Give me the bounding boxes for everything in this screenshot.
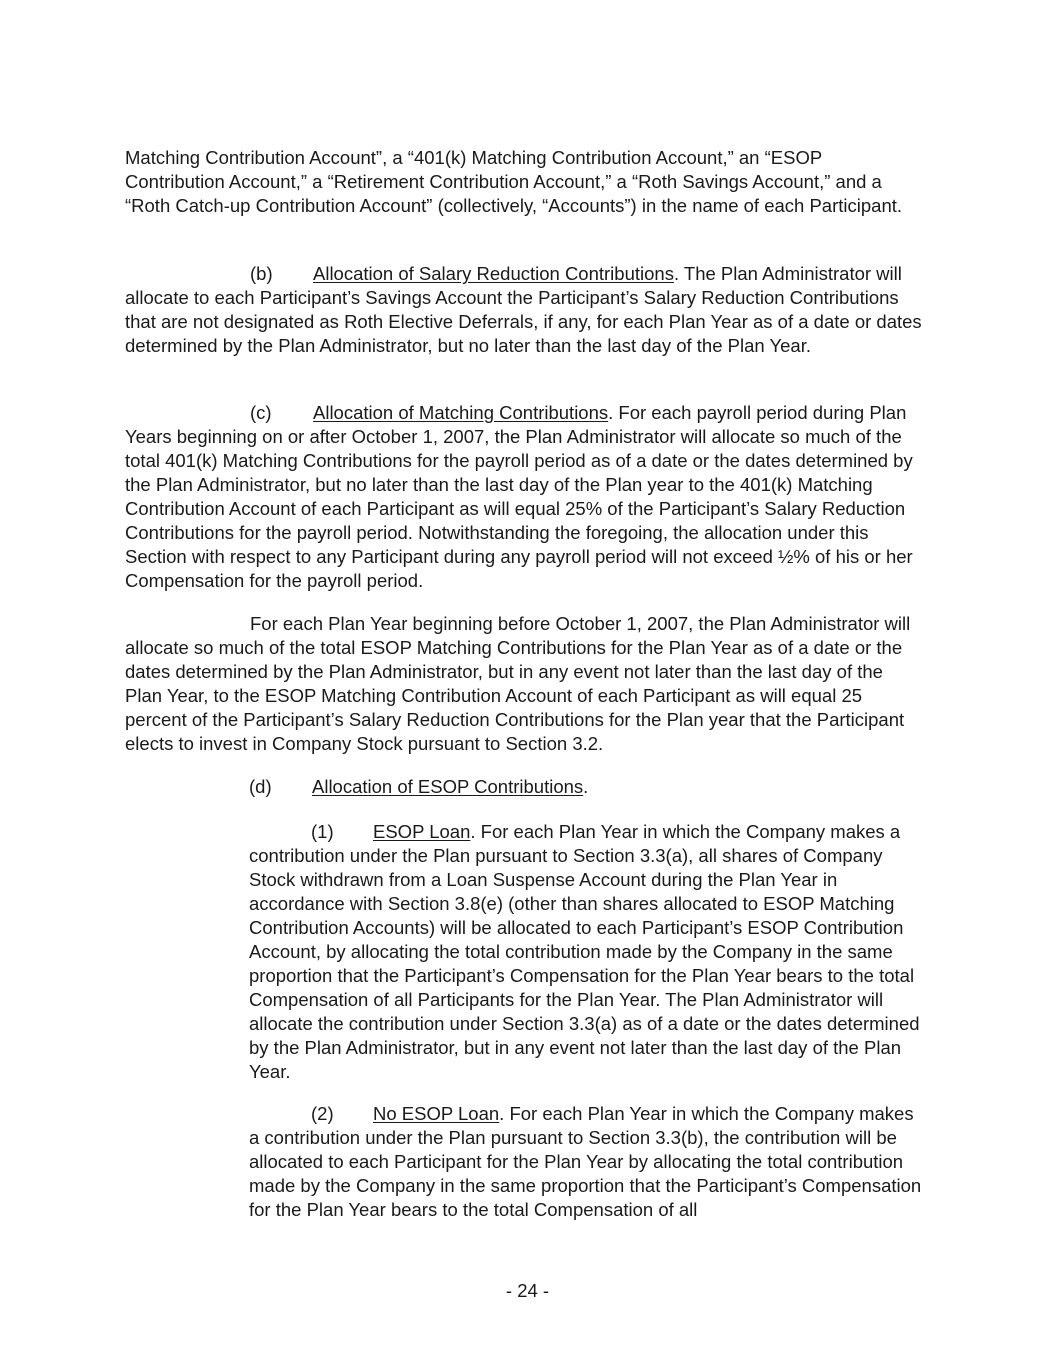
- section-b-body: . The Plan Administrator will allocate to each Participant’s Savings Account the Participant’s Salary Reduction Contributions that are not designated as Roth Elective Deferrals, if any, for each Plan Year as of a date or dates determined by the Plan Administrator, but no later than the last day of the Plan Year.: [125, 263, 922, 356]
- section-d-heading: Allocation of ESOP Contributions: [312, 776, 584, 797]
- subsection-1-label: (1): [311, 821, 334, 842]
- section-c-heading: Allocation of Matching Contributions: [313, 402, 609, 423]
- page-number: - 24 -: [505, 1280, 550, 1301]
- subsection-2-heading: No ESOP Loan: [373, 1103, 500, 1124]
- accounts-paragraph: Matching Contribution Account”, a “401(k) Matching Contribution Account,” an “ESOP Contribution Account,” a “Retirement Contribution Account,” a “Roth Savings Account,” and a “Roth Catch-up Contribution Account” (collectively, “Accounts”) in the name of each Participant.: [125, 147, 903, 216]
- subsection-2-body: . For each Plan Year in which the Company makes a contribution under the Plan pursuant to Section 3.3(b), the contribution will be allocated to each Participant for the Plan Year by allocating the total contribution made by the Company in the same proportion that the Participant’s Compensation for the Plan Year bears to the total Compensation of all: [249, 1103, 922, 1220]
- section-d-heading-line: [249, 775, 588, 799]
- section-b-paragraph: [125, 262, 925, 358]
- subsection-2-label: (2): [311, 1103, 334, 1124]
- section-c-body: . For each payroll period during Plan Years beginning on or after October 1, 2007, the Plan Administrator will allocate so much of the total 401(k) Matching Contributions for the payroll period as of a date or the dates determined by the Plan Administrator, but no later than the last day of the Plan year to the 401(k) Matching Contribution Account of each Participant as will equal 25% of the Participant’s Salary Reduction Contributions for the payroll period. Notwithstanding the foregoing, the allocation under this Section with respect to any Participant during any payroll period will not exceed ½% of his or her Compensation for the payroll period.: [125, 402, 913, 591]
- section-d-label: (d): [249, 776, 272, 797]
- section-d-suffix: .: [583, 776, 589, 797]
- subsection-1-paragraph: [249, 820, 925, 1084]
- section-b-label: (b): [250, 263, 273, 284]
- section-c-label: (c): [250, 402, 272, 423]
- subsection-1-heading: ESOP Loan: [373, 821, 471, 842]
- subsection-1-body: . For each Plan Year in which the Company makes a contribution under the Plan pursuant to Section 3.3(a), all shares of Company Stock withdrawn from a Loan Suspense Account during the Plan Year in accordance with Section 3.8(e) (other than shares allocated to ESOP Matching Contribution Accounts) will be allocated to each Participant’s ESOP Contribution Account, by allocating the total contribution made by the Company in the same proportion that the Participant’s Compensation for the Plan Year bears to the total Compensation of all Participants for the Plan Year. The Plan Administrator will allocate the contribution under Section 3.3(a) as of a date or the dates determined by the Plan Administrator, but in any event not later than the last day of the Plan Year.: [249, 821, 920, 1082]
- subsection-2-paragraph: [249, 1102, 925, 1222]
- section-c-paragraph: [125, 401, 925, 593]
- esop-matching-paragraph: For each Plan Year beginning before October 1, 2007, the Plan Administrator will allocate so much of the total ESOP Matching Contributions for the Plan Year as of a date or the dates determined by the Plan Administrator, but in any event not later than the last day of the Plan Year, to the ESOP Matching Contribution Account of each Participant as will equal 25 percent of the Participant’s Salary Reduction Contributions for the Plan year that the Participant elects to invest in Company Stock pursuant to Section 3.2.: [125, 613, 911, 754]
- section-b-heading: Allocation of Salary Reduction Contributions: [313, 263, 674, 284]
